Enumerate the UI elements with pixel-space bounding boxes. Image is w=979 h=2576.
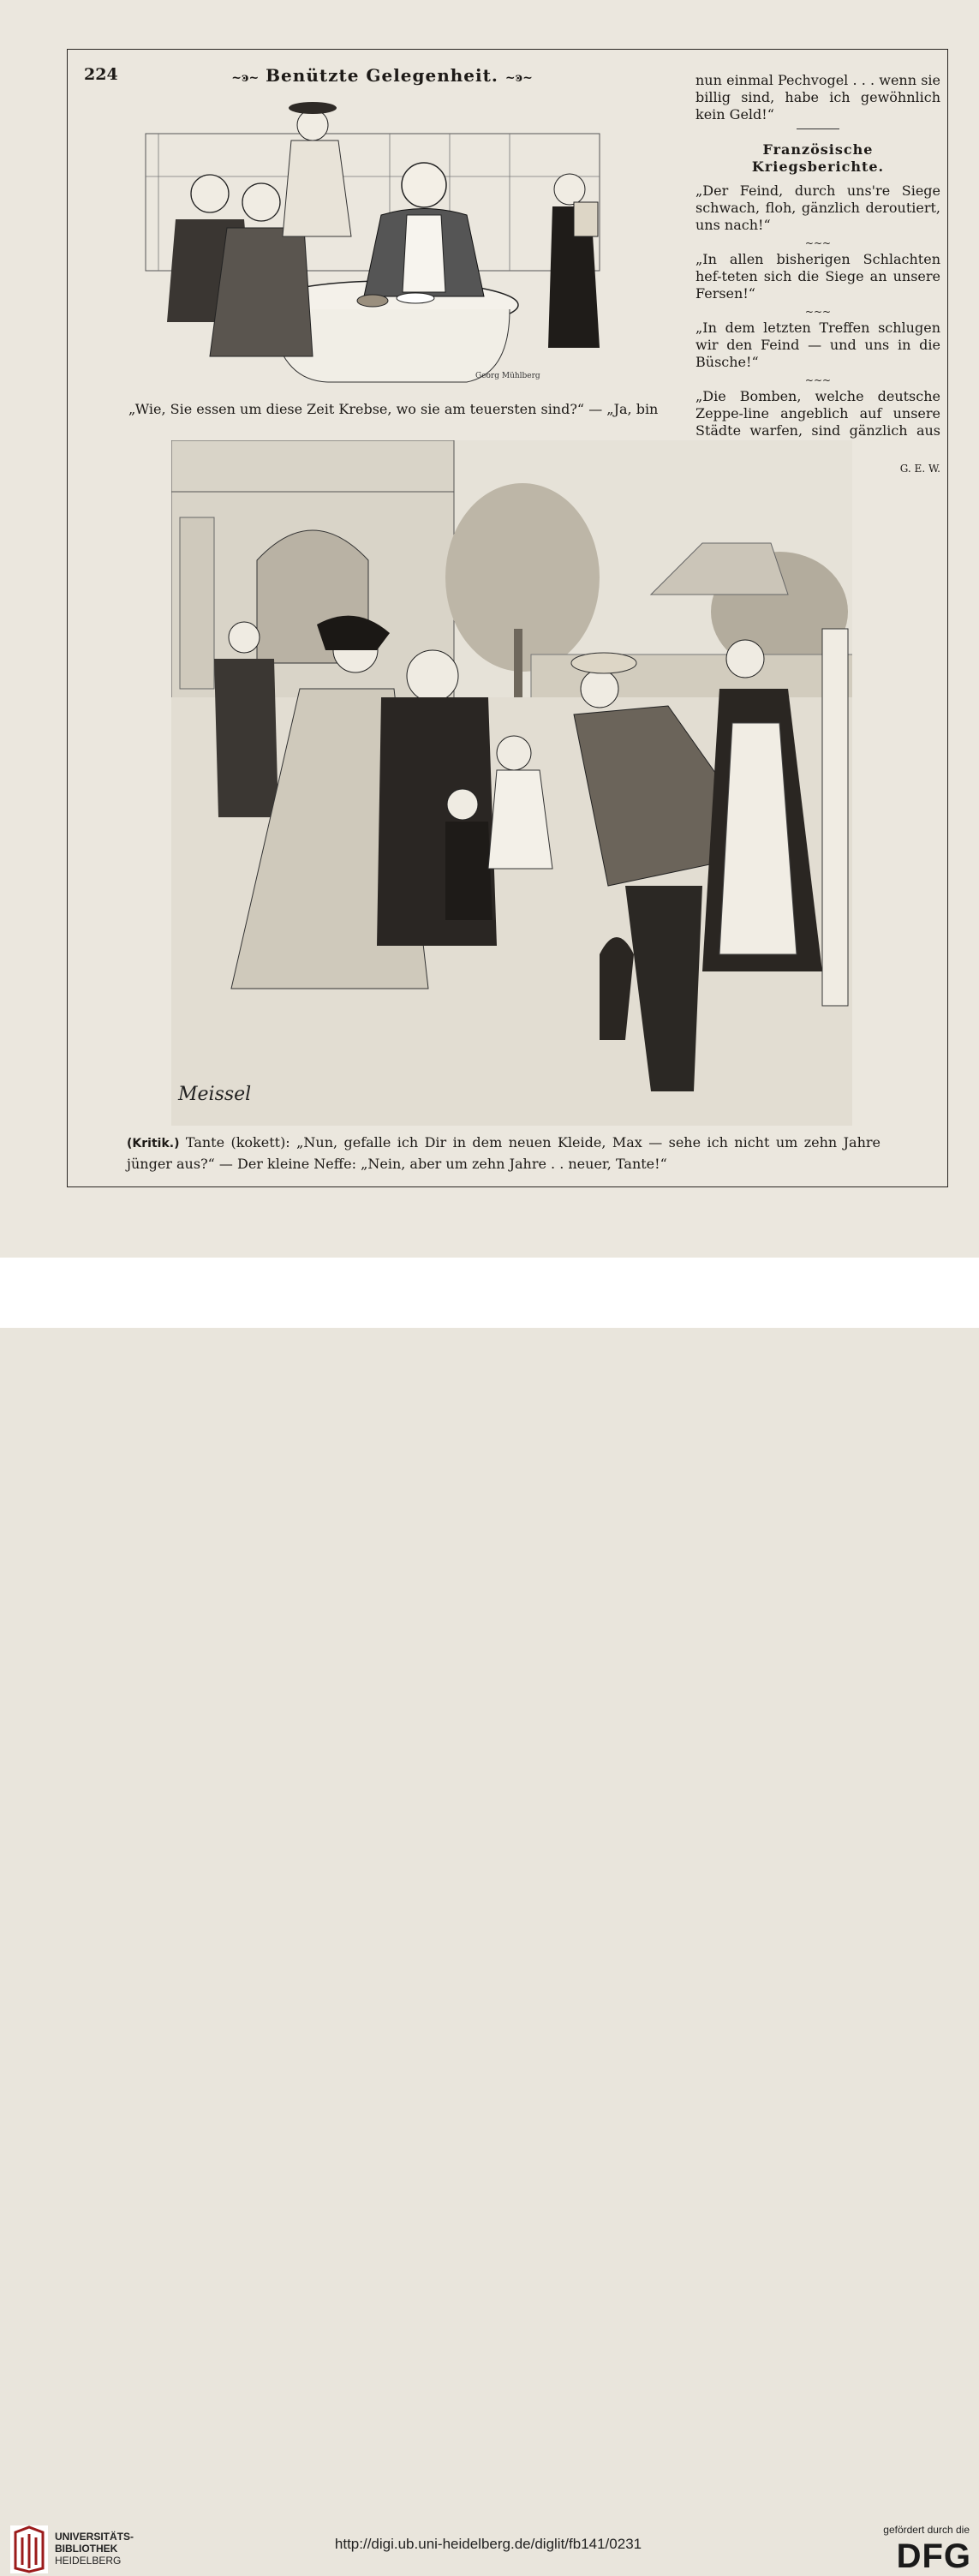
page-title: Benützte Gelegenheit. xyxy=(266,65,498,86)
list-item: „Der Feind, durch uns're Siege schwach, floh, gänzlich deroutiert, uns nach!“ xyxy=(695,182,940,233)
footer-bar xyxy=(0,1258,979,2575)
illustration-signature: Georg Mühlberg xyxy=(475,372,540,380)
caption-label: (Kritik.) xyxy=(127,1137,180,1151)
ornament-left-icon: ~ͽ~ xyxy=(231,71,260,85)
column-signature: G. E. W. xyxy=(899,463,940,475)
page-header xyxy=(228,65,536,86)
section-title: Französische Kriegsberichte. xyxy=(751,141,885,175)
list-item: „In allen bisherigen Schlachten hef-teten sich die Siege an unsere Fersen!“ xyxy=(695,251,940,302)
separator-icon: ~~~ xyxy=(804,374,832,386)
permalink-url[interactable]: http://digi.ub.uni-heidelberg.de/diglit/fb141/0231 xyxy=(334,2536,642,2552)
university-library-logo-icon xyxy=(10,2525,48,2573)
separator-icon: ~~~ xyxy=(804,237,832,249)
funding-note: gefördert durch die xyxy=(883,2524,970,2536)
library-name: UNIVERSITÄTS- BIBLIOTHEK HEIDELBERG xyxy=(55,2531,134,2567)
ornament-right-icon: ~ͽ~ xyxy=(504,71,533,85)
dfg-logo: DFG xyxy=(896,2537,971,2575)
main-illustration-signature: Meissel xyxy=(178,1084,252,1105)
main-caption xyxy=(127,1133,881,1174)
separator-icon: ~~~ xyxy=(804,306,832,318)
page-number: 224 xyxy=(84,65,118,84)
top-caption: „Wie, Sie essen um diese Zeit Krebse, wo sie am teuersten sind?“ — „Ja, bin xyxy=(128,401,659,417)
caption-text: Tante (kokett): „Nun, gefalle ich Dir in dem neuen Kleide, Max — sehe ich nicht um zehn Jahre jünger aus?“ — Der kleine Neffe: „Nein, aber um zehn Jahre . . neuer, Tante!“ xyxy=(127,1134,881,1172)
list-item: „In dem letzten Treffen schlugen wir den Feind — und uns in die Büsche!“ xyxy=(695,320,940,370)
caption-continued: nun einmal Pechvogel . . . wenn sie billig sind, habe ich gewöhnlich kein Geld!“ xyxy=(695,72,940,123)
right-column xyxy=(695,72,940,482)
restaurant-scene-illustration xyxy=(107,99,604,391)
list-item: „Die Bomben, welche deutsche Zeppe-line angeblich auf unsere Städte warfen, sind gänzlich aus xyxy=(695,388,940,439)
scanned-page xyxy=(0,0,979,1258)
garden-scene-illustration xyxy=(171,440,852,1126)
